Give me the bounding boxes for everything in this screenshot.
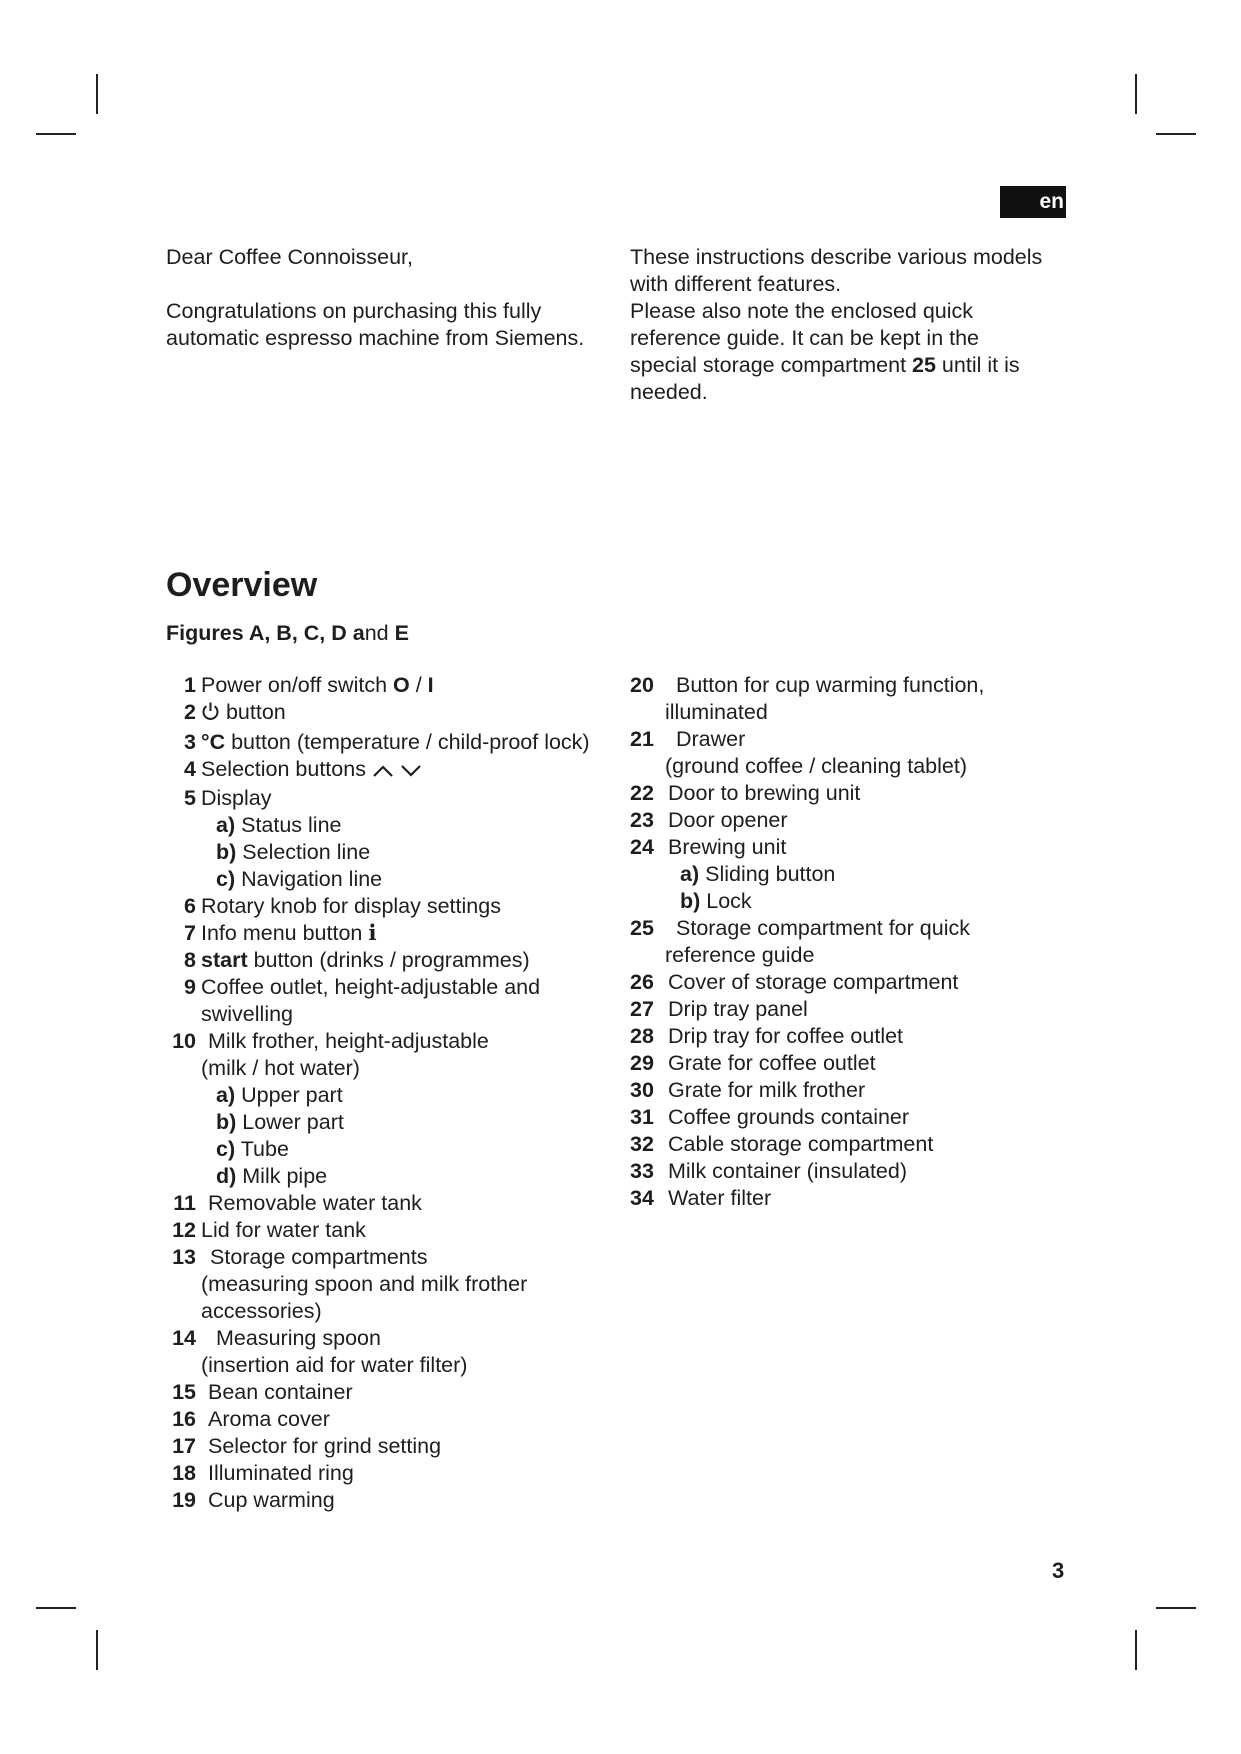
list-item [166, 947, 616, 974]
item-number: 3 [184, 730, 196, 754]
item-symbol-start: start [201, 948, 248, 972]
page-number: 3 [1052, 1558, 1065, 1583]
list-item [166, 1190, 616, 1217]
list-item-continuation: (ground coffee / cleaning tablet) [665, 754, 967, 778]
overview-list-right [630, 672, 1070, 1212]
overview-list-left [166, 672, 616, 1514]
item-text: Milk container (insulated) [668, 1159, 907, 1183]
item-text: Coffee grounds container [668, 1105, 910, 1129]
subitem-text: Lock [700, 889, 752, 913]
item-number: 30 [630, 1078, 654, 1102]
overview-title: Overview [166, 566, 318, 604]
item-text: Selector for grind setting [208, 1434, 442, 1458]
subitem-key: b) [680, 889, 701, 913]
intro-right-line-1: These instructions describe various models [630, 245, 1043, 269]
intro-right-line-5 [630, 352, 1070, 379]
item-number: 17 [172, 1434, 196, 1458]
item-text: Display [201, 786, 272, 810]
crop-mark-top-left-horizontal [36, 133, 76, 135]
list-item [166, 699, 616, 729]
list-item-continuation: illuminated [665, 700, 768, 724]
item-number: 15 [172, 1380, 196, 1404]
intro-right-line-3: Please also note the enclosed quick [630, 299, 974, 323]
subitem-text: Sliding button [699, 862, 836, 886]
item-text: Storage compartment for quick [676, 916, 970, 940]
subitem-key: a) [680, 862, 700, 886]
list-item-continuation: (measuring spoon and milk frother [201, 1272, 528, 1296]
list-item [630, 969, 1070, 996]
subitem-text: Tube [235, 1137, 289, 1161]
item-text: Aroma cover [208, 1407, 330, 1431]
intro-right-line-6: needed. [630, 380, 708, 404]
item-number: 19 [172, 1488, 196, 1512]
item-text: Brewing unit [668, 835, 787, 859]
item-number: 16 [172, 1407, 196, 1431]
intro-right-line-5-tail: until it is [935, 353, 1020, 377]
item-text: Cover of storage compartment [668, 970, 959, 994]
item-text: Lid for water tank [201, 1218, 366, 1242]
item-text-separator: / [409, 673, 428, 697]
item-text: Button for cup warming function, [676, 673, 985, 697]
item-number: 20 [630, 673, 654, 697]
item-symbol-o: O [393, 673, 410, 697]
list-item [166, 1433, 616, 1460]
list-item [166, 672, 616, 699]
list-item [166, 1460, 616, 1487]
item-text: button [220, 700, 286, 724]
item-text: Bean container [208, 1380, 353, 1404]
list-subitem [630, 888, 1070, 915]
list-item [166, 1217, 616, 1244]
subitem-key: a) [216, 1083, 236, 1107]
figures-and-a: a [352, 621, 365, 645]
figures-and-rest: nd [364, 621, 395, 645]
list-item [630, 1050, 1070, 1077]
item-text: Drawer [676, 727, 746, 751]
list-item [630, 672, 1070, 699]
item-number: 26 [630, 970, 654, 994]
subitem-key: a) [216, 813, 236, 837]
item-text: Cup warming [208, 1488, 335, 1512]
list-item-continuation: (insertion aid for water filter) [201, 1353, 468, 1377]
item-text: Info menu button [201, 921, 369, 945]
list-item [166, 729, 616, 756]
greeting: Dear Coffee Connoisseur, [166, 245, 413, 269]
chevron-up-icon [372, 758, 394, 785]
item-number: 11 [173, 1191, 196, 1215]
item-number: 10 [172, 1029, 196, 1053]
item-number: 4 [184, 757, 196, 781]
item-text: Door opener [668, 808, 788, 832]
item-number: 21 [630, 727, 654, 751]
item-number: 24 [630, 835, 654, 859]
item-symbol-i: I [427, 673, 434, 697]
item-text: Coffee outlet, height-adjustable and [201, 975, 541, 999]
list-item-continuation: (milk / hot water) [201, 1056, 360, 1080]
item-number: 8 [184, 948, 196, 972]
list-item [166, 1379, 616, 1406]
list-subitem [166, 1163, 616, 1190]
item-number: 7 [184, 921, 196, 945]
list-item [630, 996, 1070, 1023]
subitem-text: Navigation line [235, 867, 383, 891]
item-text: Drip tray for coffee outlet [668, 1024, 904, 1048]
item-number: 18 [172, 1461, 196, 1485]
item-text: Measuring spoon [216, 1326, 381, 1350]
crop-mark-top-left-vertical [96, 74, 98, 114]
item-text: Rotary knob for display settings [201, 894, 501, 918]
list-item-continuation: accessories) [201, 1299, 322, 1323]
list-item [166, 1028, 616, 1055]
item-text: Power on/off switch [201, 673, 393, 697]
item-text: Storage compartments [210, 1245, 428, 1269]
intro-left-column [166, 244, 616, 352]
item-text: Grate for coffee outlet [668, 1051, 876, 1075]
congrats-line-2: automatic espresso machine from Siemens. [166, 326, 585, 350]
list-subitem [166, 1109, 616, 1136]
list-item-continuation: reference guide [665, 943, 815, 967]
intro-right-line-5-ref: 25 [912, 353, 936, 377]
item-number: 27 [630, 997, 654, 1021]
list-item [630, 915, 1070, 942]
item-number: 1 [184, 673, 196, 697]
intro-right-line-4: reference guide. It can be kept in the [630, 326, 980, 350]
item-number: 9 [184, 975, 196, 999]
intro-right-line-5-text: special storage compartment [630, 353, 913, 377]
item-text: Illuminated ring [208, 1461, 354, 1485]
item-number: 25 [630, 916, 654, 940]
item-text: button (drinks / programmes) [247, 948, 530, 972]
crop-mark-bottom-left-horizontal [36, 1607, 76, 1609]
list-item [166, 785, 616, 812]
item-number: 5 [184, 786, 196, 810]
list-item [630, 1131, 1070, 1158]
item-number: 28 [630, 1024, 654, 1048]
list-item-continuation: swivelling [201, 1002, 294, 1026]
list-item [630, 1077, 1070, 1104]
language-code: en [1039, 190, 1064, 213]
subitem-text: Selection line [236, 840, 371, 864]
list-item [166, 893, 616, 920]
subitem-text: Milk pipe [236, 1164, 328, 1188]
item-text: Selection buttons [201, 757, 372, 781]
list-item [630, 1185, 1070, 1212]
list-item [166, 1487, 616, 1514]
subitem-key: c) [216, 867, 236, 891]
figures-subtitle [166, 619, 409, 647]
list-item [630, 834, 1070, 861]
figures-e: E [394, 621, 409, 645]
crop-mark-top-right-horizontal [1156, 133, 1196, 135]
item-number: 33 [630, 1159, 654, 1183]
list-item [166, 1406, 616, 1433]
list-item [630, 780, 1070, 807]
list-item [166, 920, 616, 947]
list-item [166, 1244, 616, 1271]
subitem-key: c) [216, 1137, 236, 1161]
item-number: 29 [630, 1051, 654, 1075]
language-tab [1000, 186, 1066, 218]
item-number: 32 [630, 1132, 654, 1156]
chevron-down-icon [400, 758, 422, 785]
list-subitem [166, 1136, 616, 1163]
crop-mark-bottom-left-vertical [96, 1630, 98, 1670]
intro-right-column [630, 244, 1070, 406]
list-item [166, 974, 616, 1001]
subitem-text: Status line [235, 813, 342, 837]
item-text: Water filter [668, 1186, 772, 1210]
intro-right-line-2: with different features. [630, 272, 842, 296]
item-text: Drip tray panel [668, 997, 808, 1021]
list-subitem [166, 1082, 616, 1109]
item-number: 34 [630, 1186, 654, 1210]
power-icon [201, 701, 220, 729]
list-subitem [166, 866, 616, 893]
item-number: 2 [184, 700, 196, 724]
subitem-key: b) [216, 840, 237, 864]
item-text: Milk frother, height-adjustable [208, 1029, 489, 1053]
list-item [630, 1104, 1070, 1131]
list-item [630, 807, 1070, 834]
item-number: 22 [630, 781, 654, 805]
crop-mark-top-right-vertical [1135, 74, 1137, 114]
item-text: Cable storage compartment [668, 1132, 934, 1156]
list-item [630, 1023, 1070, 1050]
item-number: 23 [630, 808, 654, 832]
item-symbol-celsius: °C [201, 730, 226, 754]
list-item [630, 1158, 1070, 1185]
item-text: button (temperature / child-proof lock) [225, 730, 590, 754]
congrats-line-1: Congratulations on purchasing this fully [166, 299, 542, 323]
list-subitem [166, 812, 616, 839]
list-item [166, 1325, 616, 1352]
crop-mark-bottom-right-vertical [1135, 1630, 1137, 1670]
info-icon: i [368, 921, 377, 946]
list-subitem [166, 839, 616, 866]
item-number: 6 [184, 894, 196, 918]
item-number: 31 [630, 1105, 654, 1129]
crop-mark-bottom-right-horizontal [1156, 1607, 1196, 1609]
item-text: Door to brewing unit [668, 781, 861, 805]
figures-list-text: Figures A, B, C, D [166, 621, 353, 645]
list-item [166, 756, 616, 785]
subitem-key: d) [216, 1164, 237, 1188]
item-number: 14 [172, 1326, 196, 1350]
list-item [630, 726, 1070, 753]
list-subitem [630, 861, 1070, 888]
item-number: 12 [172, 1218, 196, 1242]
subitem-text: Lower part [236, 1110, 344, 1134]
subitem-text: Upper part [235, 1083, 343, 1107]
item-number: 13 [172, 1245, 196, 1269]
item-text: Removable water tank [208, 1191, 422, 1215]
item-text: Grate for milk frother [668, 1078, 866, 1102]
subitem-key: b) [216, 1110, 237, 1134]
